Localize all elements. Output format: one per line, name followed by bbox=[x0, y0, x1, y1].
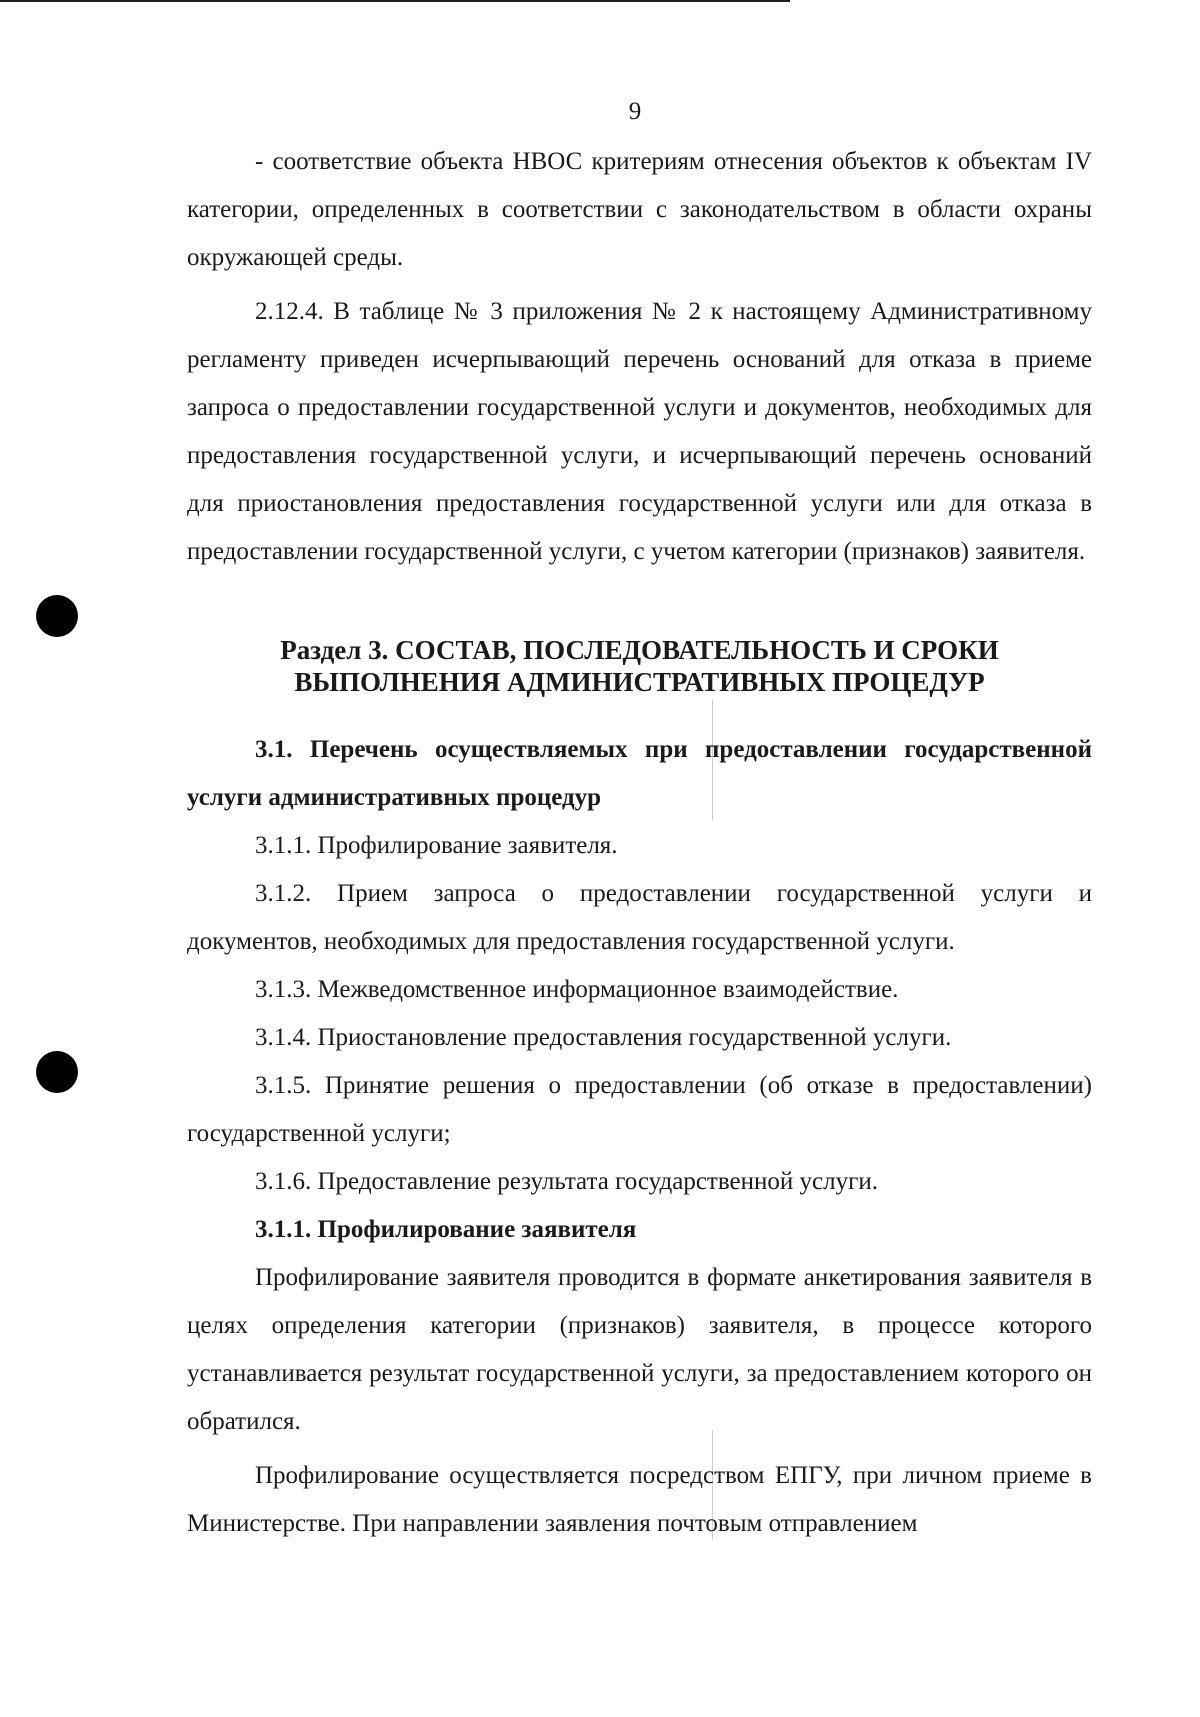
procedure-item: 3.1.1. Профилирование заявителя. bbox=[255, 832, 618, 859]
document-body bbox=[187, 138, 1092, 1548]
procedure-item: 3.1.2. Прием запроса о предоставлении государственной услуги и документов, необходимых для предоставления государственной услуги. bbox=[187, 880, 1092, 955]
punch-hole-mark bbox=[36, 1051, 78, 1093]
page-number: 9 bbox=[628, 98, 642, 125]
paragraph: Профилирование осуществляется посредством ЕПГУ, при личном приеме в Министерстве. При направлении заявления почтовым отправлением bbox=[187, 1462, 1092, 1537]
punch-hole-mark bbox=[36, 595, 78, 637]
paragraph: Профилирование заявителя проводится в формате анкетирования заявителя в целях определения категории (признаков) заявителя, в процессе которого устанавливается результат государственной услуги, за предоставлением которого он обратился. bbox=[187, 1264, 1092, 1435]
procedure-item: 3.1.4. Приостановление предоставления государственной услуги. bbox=[255, 1024, 952, 1051]
section-title bbox=[187, 634, 1092, 698]
section-title-line: Раздел 3. СОСТАВ, ПОСЛЕДОВАТЕЛЬНОСТЬ И СРОКИ bbox=[280, 635, 999, 665]
subsection-title: 3.1. Перечень осуществляемых при предоставлении государственной услуги административных процедур bbox=[187, 736, 1092, 811]
section-title-line: ВЫПОЛНЕНИЯ АДМИНИСТРАТИВНЫХ ПРОЦЕДУР bbox=[294, 667, 985, 697]
paragraph: - соответствие объекта НВОС критериям отнесения объектов к объектам IV категории, определенных в соответствии с законодательством в области охраны окружающей среды. bbox=[187, 148, 1092, 271]
profiling-title: 3.1.1. Профилирование заявителя bbox=[255, 1216, 637, 1243]
paragraph: 2.12.4. В таблице № 3 приложения № 2 к настоящему Административному регламенту приведен исчерпывающий перечень оснований для отказа в приеме запроса о предоставлении государственной услуги и документов, необходимых для предоставления государственной услуги, и исчерпывающий перечень оснований для приостановления предоставления государственной услуги или для отказа в предоставлении государственной услуги, с учетом категории (признаков) заявителя. bbox=[187, 298, 1092, 565]
procedure-item: 3.1.6. Предоставление результата государственной услуги. bbox=[255, 1168, 878, 1195]
scan-top-edge-line bbox=[0, 0, 790, 2]
procedure-item: 3.1.3. Межведомственное информационное взаимодействие. bbox=[255, 976, 899, 1003]
procedure-item: 3.1.5. Принятие решения о предоставлении (об отказе в предоставлении) государственной услуги; bbox=[187, 1072, 1092, 1147]
